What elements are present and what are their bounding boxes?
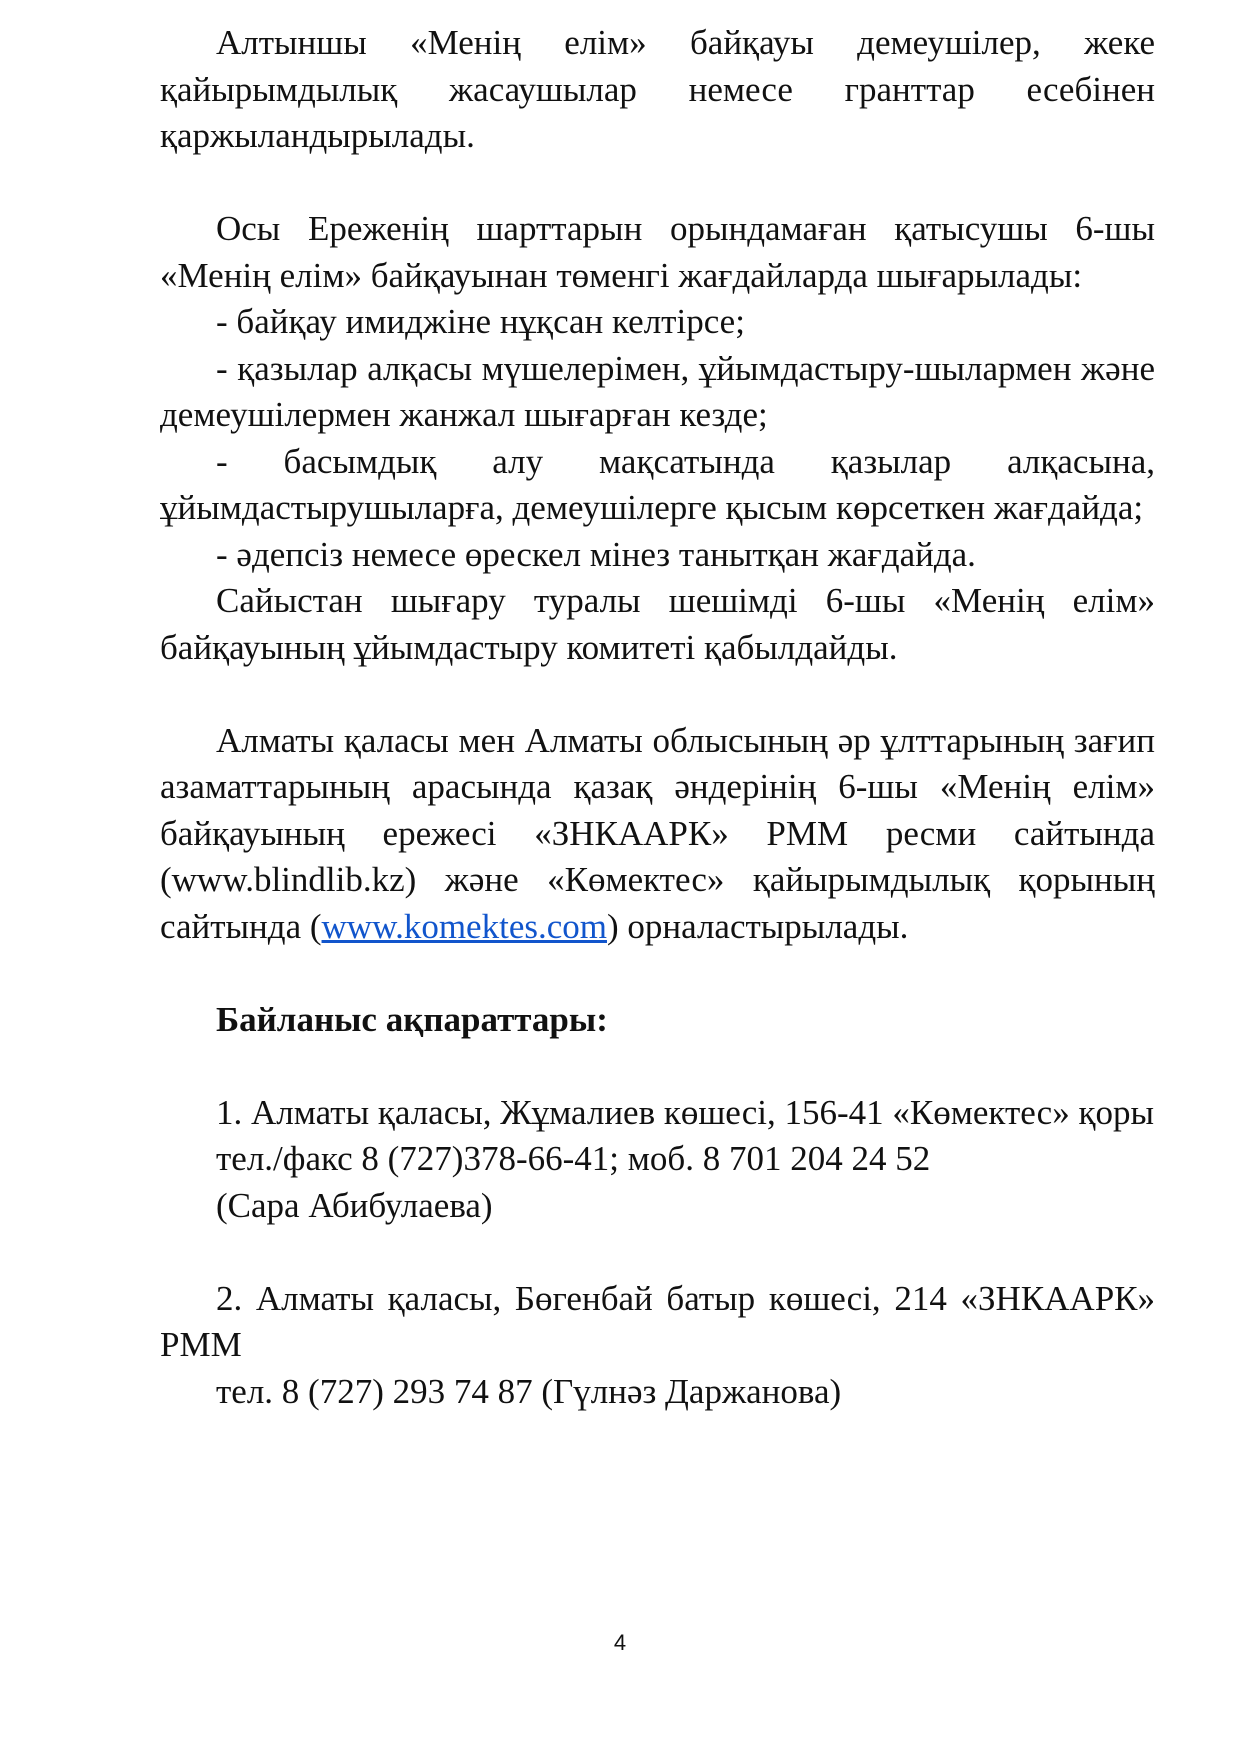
- publication-text-after: ) орналастырылады.: [606, 906, 909, 946]
- paragraph-funding: Алтыншы «Менің елім» байқауы демеушілер, жеке қайырымдылық жасаушылар немесе гранттар есебінен қаржыландырылады.: [160, 23, 1155, 155]
- document-page: [160, 20, 1155, 1415]
- contact-1-phone: тел./факс 8 (727)378-66-41; моб. 8 701 204 24 52: [216, 1139, 931, 1178]
- spacer: [160, 1043, 1155, 1090]
- exclusion-item-3: - басымдық алу мақсатында қазылар алқасына, ұйымдастырушыларға, демеушілерге қысым көрсеткен жағдайда;: [160, 441, 1155, 527]
- contact-1-person: (Сара Абибулаева): [216, 1185, 493, 1225]
- spacer: [160, 671, 1155, 718]
- exclusion-item-4: - әдепсіз немесе өрескел мінез танытқан жағдайда.: [216, 534, 976, 574]
- page-number: 4: [613, 1630, 627, 1655]
- spacer: [160, 160, 1155, 207]
- contact-1-address: 1. Алматы қаласы, Жұмалиев көшесі, 156-41 «Көмектес» қоры: [216, 1092, 1154, 1132]
- paragraph-publication: [160, 718, 1155, 951]
- spacer: [160, 1229, 1155, 1276]
- contact-2-address: 2. Алматы қаласы, Бөгенбай батыр көшесі, 214 «ЗНКААРК» РММ: [160, 1278, 1155, 1364]
- exclusion-item-1: - байқау имиджіне нұқсан келтірсе;: [216, 302, 745, 341]
- publication-text-before: Алматы қаласы мен Алматы облысының әр ұлттарының зағип азаматтарының арасында қазақ әндерінің 6-шы «Менің елім» байқауының ережесі «ЗНКААРК» РММ ресми сайтында (www.blindlib.kz) және «Көмектес» қайырымдылық қорының сайтында (: [160, 720, 1155, 946]
- paragraph-exclusion-intro: Осы Ереженің шарттарын орындамаған қатысушы 6-шы «Менің елім» байқауынан төменгі жағдайларда шығарылады:: [160, 209, 1155, 295]
- contacts-heading: Байланыс ақпараттары:: [216, 999, 608, 1039]
- spacer: [160, 950, 1155, 997]
- paragraph-exclusion-decision: Сайыстан шығару туралы шешімді 6-шы «Менің елім» байқауының ұйымдастыру комитеті қабылдайды.: [160, 581, 1155, 667]
- contact-2-phone: тел. 8 (727) 293 74 87 (Гүлнәз Даржанова): [216, 1371, 842, 1411]
- komektes-link[interactable]: www.komektes.com: [321, 906, 607, 946]
- exclusion-item-2: - қазылар алқасы мүшелерімен, ұйымдастыру-шылармен және демеушілермен жанжал шығарған кезде;: [160, 348, 1155, 434]
